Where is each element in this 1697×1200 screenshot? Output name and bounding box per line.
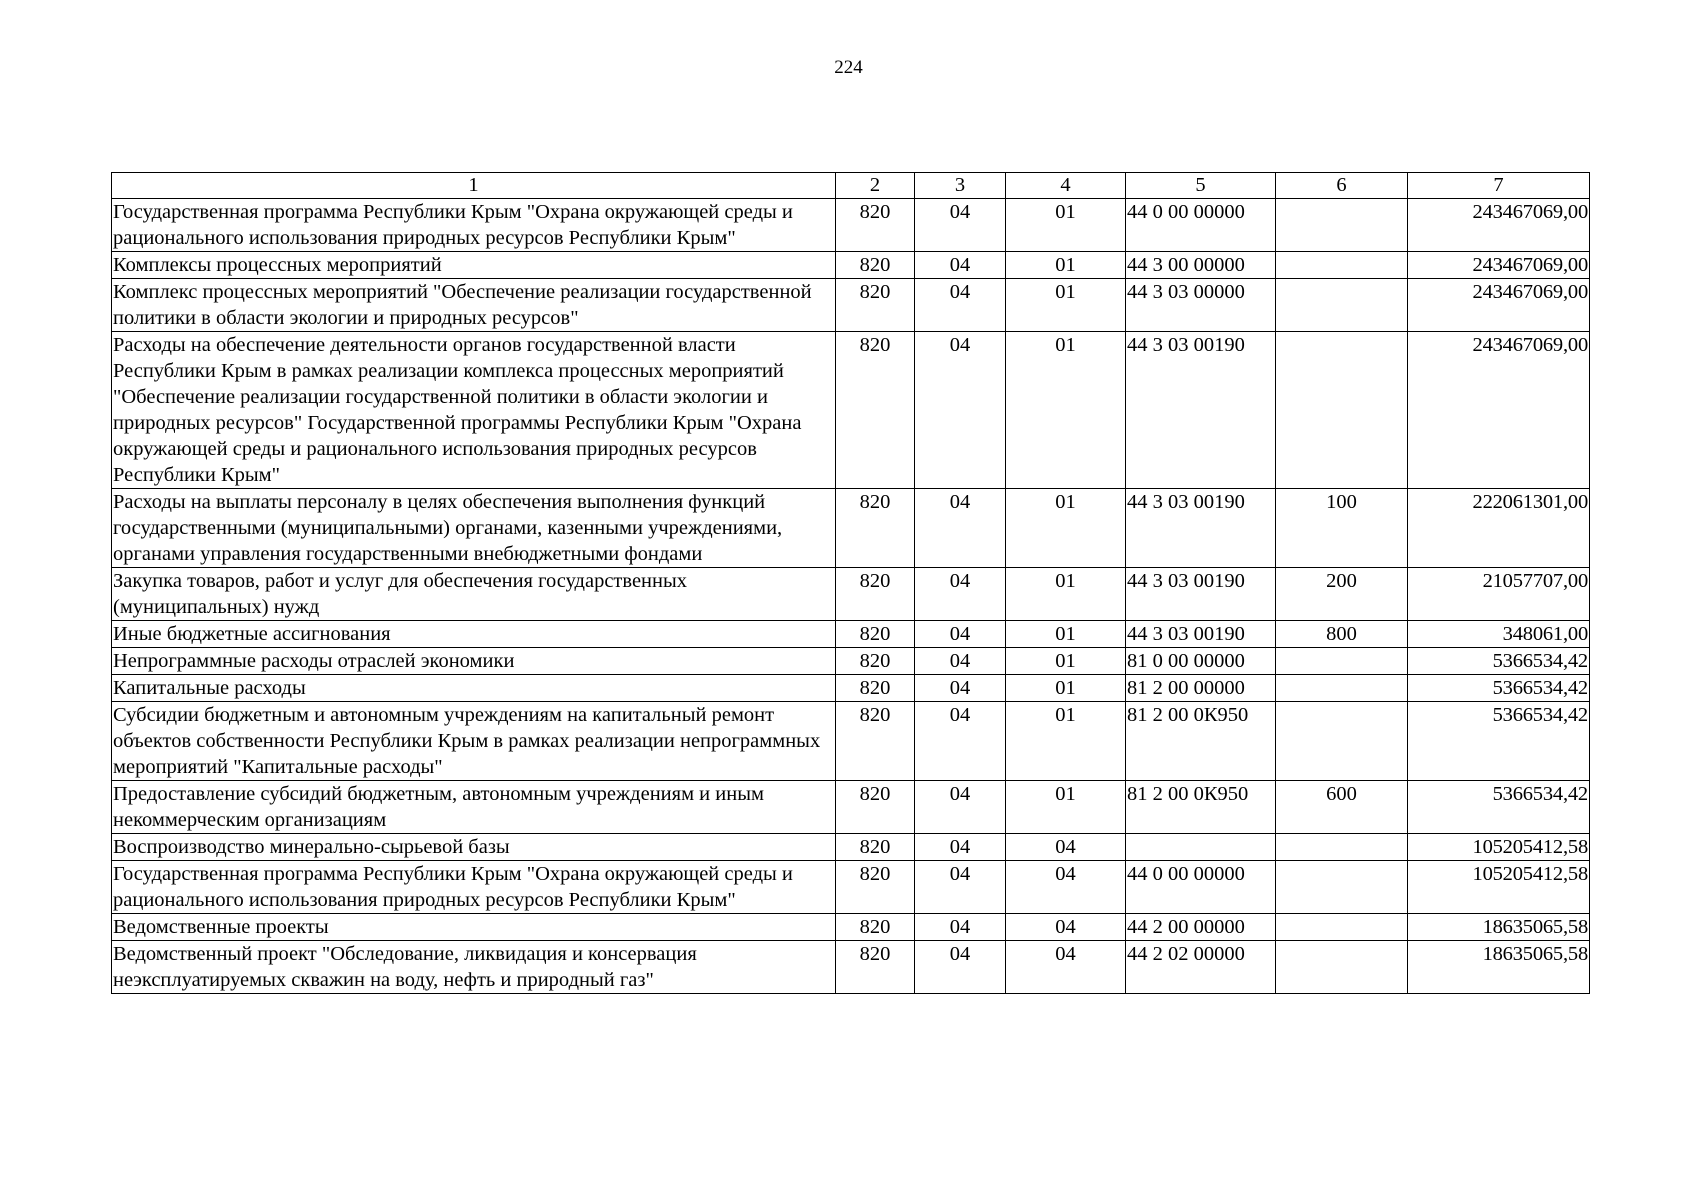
row-target-article-cell: 81 0 00 00000 bbox=[1126, 648, 1276, 675]
row-subsection-code-cell: 01 bbox=[1006, 675, 1126, 702]
table-row bbox=[112, 648, 1590, 675]
table-row bbox=[112, 834, 1590, 861]
row-ministry-code-cell: 820 bbox=[836, 914, 915, 941]
row-subsection-code-cell: 01 bbox=[1006, 568, 1126, 621]
row-ministry-code-cell: 820 bbox=[836, 621, 915, 648]
row-section-code-cell: 04 bbox=[915, 675, 1006, 702]
row-ministry-code-cell: 820 bbox=[836, 702, 915, 781]
row-section-code-cell: 04 bbox=[915, 332, 1006, 489]
row-amount-cell: 5366534,42 bbox=[1408, 702, 1590, 781]
row-subsection-code-cell: 04 bbox=[1006, 861, 1126, 914]
table-row bbox=[112, 861, 1590, 914]
row-expense-type-cell bbox=[1276, 252, 1408, 279]
page-number: 224 bbox=[834, 57, 863, 78]
row-name-cell: Субсидии бюджетным и автономным учреждениям на капитальный ремонт объектов собственности Республики Крым в рамках реализации непрограммных мероприятий "Капитальные расходы" bbox=[112, 702, 836, 781]
row-section-code-cell: 04 bbox=[915, 861, 1006, 914]
row-name-cell: Непрограммные расходы отраслей экономики bbox=[112, 648, 836, 675]
row-ministry-code-cell: 820 bbox=[836, 648, 915, 675]
table-row bbox=[112, 489, 1590, 568]
row-ministry-code-cell: 820 bbox=[836, 199, 915, 252]
row-expense-type-cell bbox=[1276, 861, 1408, 914]
row-ministry-code-cell: 820 bbox=[836, 781, 915, 834]
row-target-article-cell: 44 3 00 00000 bbox=[1126, 252, 1276, 279]
row-expense-type-cell: 100 bbox=[1276, 489, 1408, 568]
row-section-code-cell: 04 bbox=[915, 568, 1006, 621]
row-section-code-cell: 04 bbox=[915, 279, 1006, 332]
row-name-cell: Государственная программа Республики Крым "Охрана окружающей среды и рационального использования природных ресурсов Республики Крым" bbox=[112, 861, 836, 914]
row-subsection-code-cell: 04 bbox=[1006, 941, 1126, 994]
row-subsection-code-cell: 01 bbox=[1006, 332, 1126, 489]
column-header: 5 bbox=[1126, 173, 1276, 199]
row-target-article-cell: 44 3 03 00000 bbox=[1126, 279, 1276, 332]
row-amount-cell: 5366534,42 bbox=[1408, 781, 1590, 834]
row-section-code-cell: 04 bbox=[915, 834, 1006, 861]
table-row bbox=[112, 702, 1590, 781]
column-header: 1 bbox=[112, 173, 836, 199]
row-ministry-code-cell: 820 bbox=[836, 941, 915, 994]
row-ministry-code-cell: 820 bbox=[836, 332, 915, 489]
row-target-article-cell: 81 2 00 0К950 bbox=[1126, 702, 1276, 781]
table-row bbox=[112, 568, 1590, 621]
row-subsection-code-cell: 01 bbox=[1006, 621, 1126, 648]
row-amount-cell: 21057707,00 bbox=[1408, 568, 1590, 621]
row-amount-cell: 243467069,00 bbox=[1408, 252, 1590, 279]
row-subsection-code-cell: 01 bbox=[1006, 252, 1126, 279]
row-ministry-code-cell: 820 bbox=[836, 675, 915, 702]
row-amount-cell: 348061,00 bbox=[1408, 621, 1590, 648]
row-amount-cell: 105205412,58 bbox=[1408, 834, 1590, 861]
row-name-cell: Ведомственный проект "Обследование, ликвидация и консервация неэксплуатируемых скважин на воду, нефть и природный газ" bbox=[112, 941, 836, 994]
row-expense-type-cell: 200 bbox=[1276, 568, 1408, 621]
row-target-article-cell: 44 3 03 00190 bbox=[1126, 568, 1276, 621]
row-section-code-cell: 04 bbox=[915, 941, 1006, 994]
row-subsection-code-cell: 01 bbox=[1006, 702, 1126, 781]
row-target-article-cell: 44 3 03 00190 bbox=[1126, 332, 1276, 489]
row-name-cell: Воспроизводство минерально-сырьевой базы bbox=[112, 834, 836, 861]
column-header: 2 bbox=[836, 173, 915, 199]
row-subsection-code-cell: 01 bbox=[1006, 648, 1126, 675]
table-row bbox=[112, 252, 1590, 279]
column-header: 7 bbox=[1408, 173, 1590, 199]
row-amount-cell: 18635065,58 bbox=[1408, 914, 1590, 941]
row-section-code-cell: 04 bbox=[915, 621, 1006, 648]
row-subsection-code-cell: 01 bbox=[1006, 279, 1126, 332]
row-target-article-cell: 81 2 00 0К950 bbox=[1126, 781, 1276, 834]
row-expense-type-cell bbox=[1276, 648, 1408, 675]
table-row bbox=[112, 621, 1590, 648]
table-row bbox=[112, 675, 1590, 702]
row-subsection-code-cell: 04 bbox=[1006, 914, 1126, 941]
column-header: 3 bbox=[915, 173, 1006, 199]
row-name-cell: Комплексы процессных мероприятий bbox=[112, 252, 836, 279]
row-target-article-cell: 44 0 00 00000 bbox=[1126, 861, 1276, 914]
row-amount-cell: 5366534,42 bbox=[1408, 648, 1590, 675]
row-name-cell: Ведомственные проекты bbox=[112, 914, 836, 941]
row-amount-cell: 243467069,00 bbox=[1408, 199, 1590, 252]
row-expense-type-cell bbox=[1276, 279, 1408, 332]
table-row bbox=[112, 914, 1590, 941]
row-target-article-cell: 44 0 00 00000 bbox=[1126, 199, 1276, 252]
row-name-cell: Комплекс процессных мероприятий "Обеспечение реализации государственной политики в области экологии и природных ресурсов" bbox=[112, 279, 836, 332]
row-expense-type-cell: 600 bbox=[1276, 781, 1408, 834]
table-row bbox=[112, 279, 1590, 332]
row-section-code-cell: 04 bbox=[915, 489, 1006, 568]
row-expense-type-cell bbox=[1276, 199, 1408, 252]
row-expense-type-cell bbox=[1276, 675, 1408, 702]
row-amount-cell: 222061301,00 bbox=[1408, 489, 1590, 568]
row-target-article-cell: 44 3 03 00190 bbox=[1126, 621, 1276, 648]
table-row bbox=[112, 199, 1590, 252]
table-body bbox=[112, 199, 1590, 994]
table-row bbox=[112, 781, 1590, 834]
row-amount-cell: 105205412,58 bbox=[1408, 861, 1590, 914]
row-target-article-cell: 44 2 02 00000 bbox=[1126, 941, 1276, 994]
row-target-article-cell: 44 2 00 00000 bbox=[1126, 914, 1276, 941]
row-name-cell: Расходы на выплаты персоналу в целях обеспечения выполнения функций государственными (муниципальными) органами, казенными учреждениями, органами управления государственными внебюджетными фондами bbox=[112, 489, 836, 568]
row-ministry-code-cell: 820 bbox=[836, 252, 915, 279]
row-section-code-cell: 04 bbox=[915, 252, 1006, 279]
row-ministry-code-cell: 820 bbox=[836, 861, 915, 914]
table-row bbox=[112, 332, 1590, 489]
row-subsection-code-cell: 01 bbox=[1006, 489, 1126, 568]
row-target-article-cell: 81 2 00 00000 bbox=[1126, 675, 1276, 702]
row-amount-cell: 18635065,58 bbox=[1408, 941, 1590, 994]
row-target-article-cell bbox=[1126, 834, 1276, 861]
row-name-cell: Расходы на обеспечение деятельности органов государственной власти Республики Крым в рамках реализации комплекса процессных мероприятий "Обеспечение реализации государственной политики в области экологии и природных ресурсов" Государственной программы Республики Крым "Охрана окружающей среды и рационального использования природных ресурсов Республики Крым" bbox=[112, 332, 836, 489]
row-expense-type-cell bbox=[1276, 914, 1408, 941]
row-expense-type-cell: 800 bbox=[1276, 621, 1408, 648]
row-name-cell: Иные бюджетные ассигнования bbox=[112, 621, 836, 648]
row-subsection-code-cell: 01 bbox=[1006, 781, 1126, 834]
column-header: 4 bbox=[1006, 173, 1126, 199]
row-section-code-cell: 04 bbox=[915, 781, 1006, 834]
row-amount-cell: 243467069,00 bbox=[1408, 332, 1590, 489]
row-expense-type-cell bbox=[1276, 332, 1408, 489]
row-name-cell: Закупка товаров, работ и услуг для обеспечения государственных (муниципальных) нужд bbox=[112, 568, 836, 621]
row-name-cell: Государственная программа Республики Крым "Охрана окружающей среды и рационального использования природных ресурсов Республики Крым" bbox=[112, 199, 836, 252]
row-section-code-cell: 04 bbox=[915, 199, 1006, 252]
row-ministry-code-cell: 820 bbox=[836, 489, 915, 568]
row-section-code-cell: 04 bbox=[915, 914, 1006, 941]
row-subsection-code-cell: 01 bbox=[1006, 199, 1126, 252]
row-target-article-cell: 44 3 03 00190 bbox=[1126, 489, 1276, 568]
column-header: 6 bbox=[1276, 173, 1408, 199]
row-name-cell: Капитальные расходы bbox=[112, 675, 836, 702]
budget-table bbox=[111, 172, 1590, 994]
row-amount-cell: 5366534,42 bbox=[1408, 675, 1590, 702]
row-amount-cell: 243467069,00 bbox=[1408, 279, 1590, 332]
row-expense-type-cell bbox=[1276, 834, 1408, 861]
row-section-code-cell: 04 bbox=[915, 702, 1006, 781]
row-subsection-code-cell: 04 bbox=[1006, 834, 1126, 861]
row-expense-type-cell bbox=[1276, 702, 1408, 781]
row-ministry-code-cell: 820 bbox=[836, 834, 915, 861]
row-name-cell: Предоставление субсидий бюджетным, автономным учреждениям и иным некоммерческим организациям bbox=[112, 781, 836, 834]
row-ministry-code-cell: 820 bbox=[836, 568, 915, 621]
row-ministry-code-cell: 820 bbox=[836, 279, 915, 332]
table-header-row bbox=[112, 173, 1590, 199]
row-expense-type-cell bbox=[1276, 941, 1408, 994]
row-section-code-cell: 04 bbox=[915, 648, 1006, 675]
table-row bbox=[112, 941, 1590, 994]
